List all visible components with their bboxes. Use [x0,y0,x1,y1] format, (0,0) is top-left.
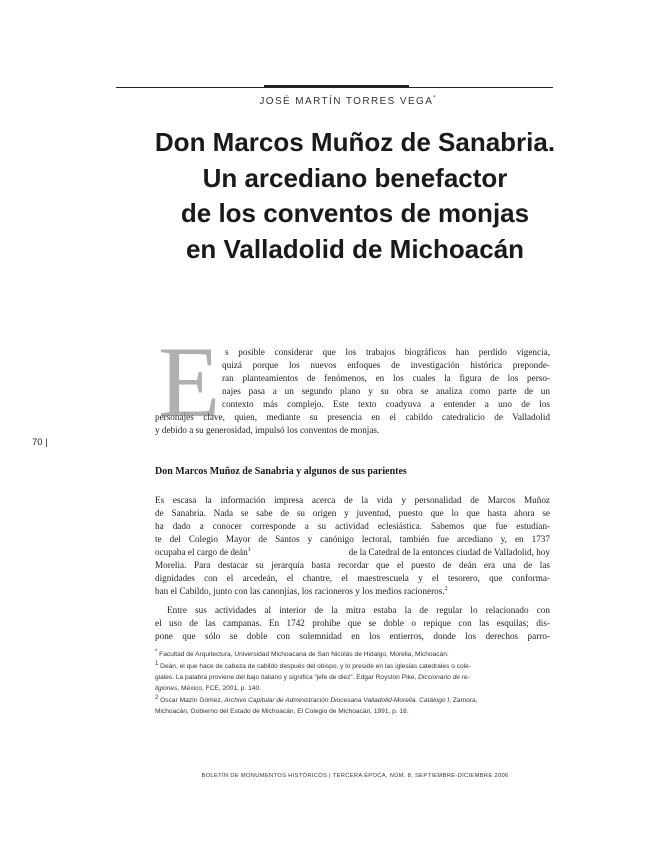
para1-line-7: dignidades con el arcedeán, el chantre, el maestrescuela y el tesorero, que conforma- [155,573,550,583]
intro-line-7: y debido a su generosidad, impulsó los conventos de monjas. [155,425,380,435]
intro-line-5: contexto más complejo. Este texto coadyuva a entender a uno de los [222,399,550,409]
author-line [210,96,485,107]
page-number: 70 | [32,437,48,448]
para1-line-4: te del Colegio Mayor de Santos y canónigo lectoral, también fue arcediano y, en 1737 [155,534,550,544]
title-line-4: en Valladolid de Michoacán [185,233,525,264]
footnote-1-line-3 [155,684,261,695]
footnote-2-italic: Archivo Capitular de Administración Diocesana Valladolid-Morelia. Catálogo I [224,697,450,704]
footnote-1-mark: 1 [155,660,159,667]
para1-line-3: ha dado a conocer corresponde a su actividad eclesiástica. Sabemos que fue estudian- [155,521,550,531]
para2-line-3: pone que sólo se doble con solemnidad en los entierros, donde los derechos parro- [155,631,550,641]
title-line-3: de los conventos de monjas [180,198,530,228]
footnote-0-mark: * [155,648,158,655]
para1-line-5-start [155,546,251,559]
intro-line-1: s posible considerar que los trabajos biográficos han perdido vigencia, [225,347,550,357]
intro-line-2: quizá porque los nuevos enfoques de investigación histórica preponde- [222,360,550,370]
para1-line-5 [155,546,550,559]
footnote-1-line-1 [155,662,471,673]
para1-line-1: Es escasa la información impresa acerca de la vida y personalidad de Marcos Muñoz [155,495,550,505]
header-rule-accent [264,85,409,88]
intro-line-3: ran planteamientos de fenómenos, en los cuales la figura de los perso- [222,373,550,383]
intro-line-4: najes pasa a un segundo plano y su obra se analiza como parte de un [222,386,550,396]
footnote-2-text-a-end: , Zamora, [449,697,478,704]
footnote-1-text-a: Deán, el que hace de cabeza de cabildo después del obispo, y lo preside en las iglesias catedrales o cole- [158,663,472,670]
footnote-1-line-2 [155,673,470,684]
author-footnote-mark: * [433,95,436,102]
footnote-0-text: Facultad de Arquitectura, Universidad Michoacana de San Nicolás de Hidalgo, Morelia, Michoacán. [157,651,449,658]
footnote-0 [155,650,449,661]
para1-line-8-text: ban el Cabildo, junto con las canonjías, los racioneros y los medios racioneros. [155,586,445,596]
footnote-2-text-a: Oscar Mazín Gómez, [158,697,225,704]
para1-line-6: Morelia. Para destacar su jerarquía basta recordar que el puesto de deán era una de las [155,560,550,570]
title-line-2: Un arcediano benefactor [202,162,508,193]
footnote-ref-1: 1 [247,546,251,553]
title-line-1: Don Marcos Muñoz de Sanabria. [154,127,556,157]
para1-line-5-end: de la Catedral de la entonces ciudad de Valladolid, hoy [348,547,550,557]
footnote-2-mark: 2 [155,694,159,701]
para1-line-2: de Sanabria. Nada se sabe de su origen y juventud, puesto que lo que hasta ahora se [155,508,550,518]
article-title [100,125,610,267]
footnote-2-line-1 [155,696,477,707]
intro-line-6: personajes clave, quien, mediante su presencia en el cabildo catedralicio de Valladolid [155,412,550,422]
section-heading: Don Marcos Muñoz de Sanabria y algunos de sus parientes [155,466,407,477]
footnote-1-text-c: , México, FCE, 2001, p. 140. [177,685,261,692]
para1-line-5-text: ocupaba el cargo de deán [155,547,248,557]
para2-line-1: Entre sus actividades al interior de la mitra estaba la de regular lo relacionado con [167,605,550,615]
para1-line-8 [155,585,448,598]
para2-line-2: el uso de las campanas. En 1742 prohíbe que se doble o repique con las esquilas; dis- [155,618,550,628]
footnote-1-italic-b: Diccionario de re- [418,674,470,681]
footnote-1-text-b: giales. La palabra proviene del bajo italiano y significa “jefe de diez”. Edgar Royston Pike, [155,674,419,681]
footnote-1-italic-c: ligiones [155,685,178,692]
footnote-2-line-2: Michoacán, Gobierno del Estado de Michoacán, El Colegio de Michoacán, 1991, p. 16. [155,708,409,715]
journal-footer: BOLETÍN DE MONUMENTOS HISTÓRICOS | TERCERA ÉPOCA, NÚM. 8, SEPTIEMBRE-DICIEMBRE 2006 [201,773,509,779]
footnote-ref-2: 2 [444,585,448,592]
drop-cap: E [158,326,221,439]
author-name: JOSÉ MARTÍN TORRES VEGA [259,96,434,107]
